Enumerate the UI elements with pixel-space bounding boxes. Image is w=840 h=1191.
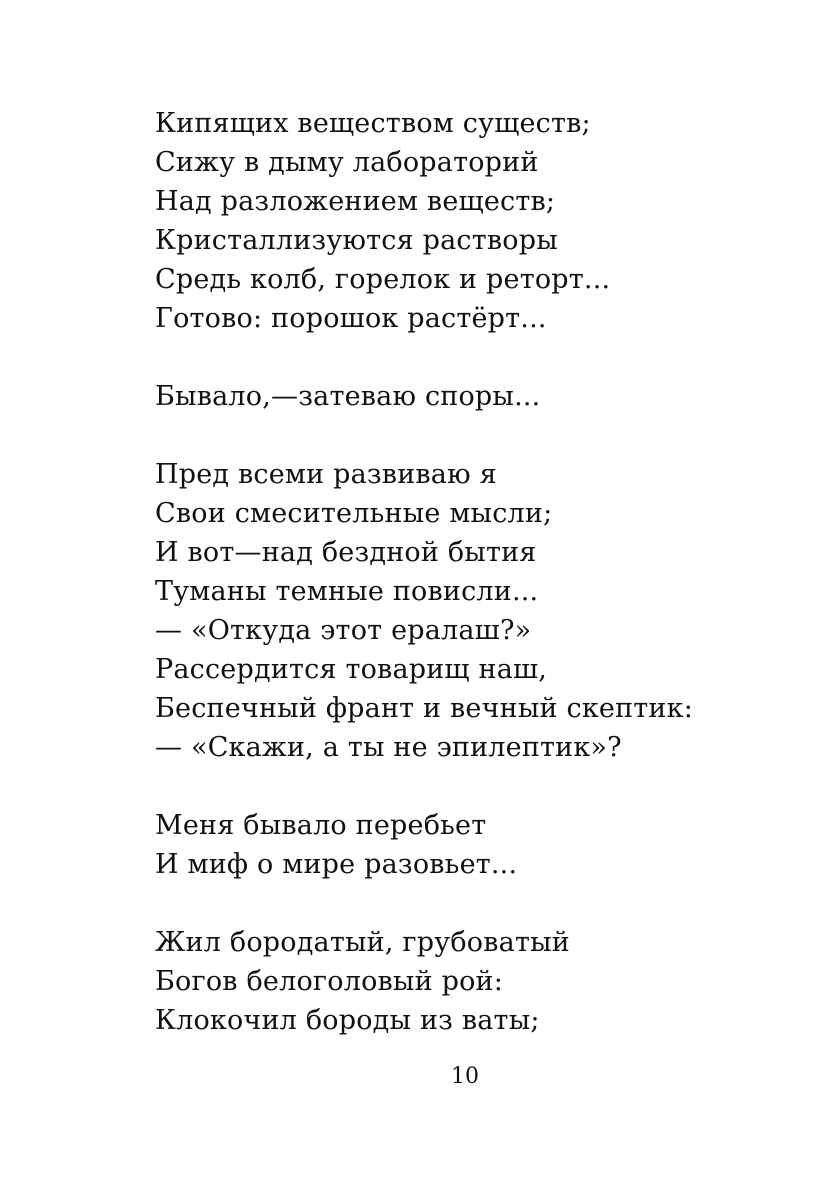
stanza [155, 104, 795, 338]
stanza-gap [155, 416, 795, 455]
poem-line: Туманы темные повисли... [155, 576, 539, 607]
poem-line: Меня бывало перебьет [155, 810, 487, 841]
stanza [155, 377, 795, 416]
stanza-gap [155, 884, 795, 923]
poem-line: И миф о мире разовьет... [155, 849, 518, 880]
poem-line: — «Скажи, а ты не эпилептик»? [155, 732, 622, 763]
poem-line: Кипящих веществом существ; [155, 108, 591, 139]
page-number: 10 [451, 1064, 479, 1089]
poem-line: Над разложением веществ; [155, 186, 556, 217]
poem-line: — «Откуда этот ералаш?» [155, 615, 532, 646]
poem-line: Богов белоголовый рой: [155, 966, 504, 997]
poem-line: Свои смесительные мысли; [155, 498, 553, 529]
stanza [155, 923, 795, 1040]
stanza [155, 806, 795, 884]
poem-line: Жил бородатый, грубоватый [155, 927, 570, 958]
poem-line: Клокочил бороды из ваты; [155, 1005, 540, 1036]
stanza-gap [155, 767, 795, 806]
poem-text [155, 104, 795, 1040]
poem-line: И вот—над бездной бытия [155, 537, 537, 568]
stanza [155, 455, 795, 767]
poem-line: Готово: порошок растёрт... [155, 303, 547, 334]
poem-line: Бывало,—затеваю споры... [155, 381, 541, 412]
poem-line: Рассердится товарищ наш, [155, 654, 548, 685]
poem-line: Пред всеми развиваю я [155, 459, 497, 490]
poem-line: Кристаллизуются растворы [155, 225, 558, 256]
poem-line: Сижу в дыму лабораторий [155, 147, 539, 178]
stanza-gap [155, 338, 795, 377]
poem-line: Беспечный франт и вечный скептик: [155, 693, 694, 724]
poem-line: Средь колб, горелок и реторт... [155, 264, 611, 295]
